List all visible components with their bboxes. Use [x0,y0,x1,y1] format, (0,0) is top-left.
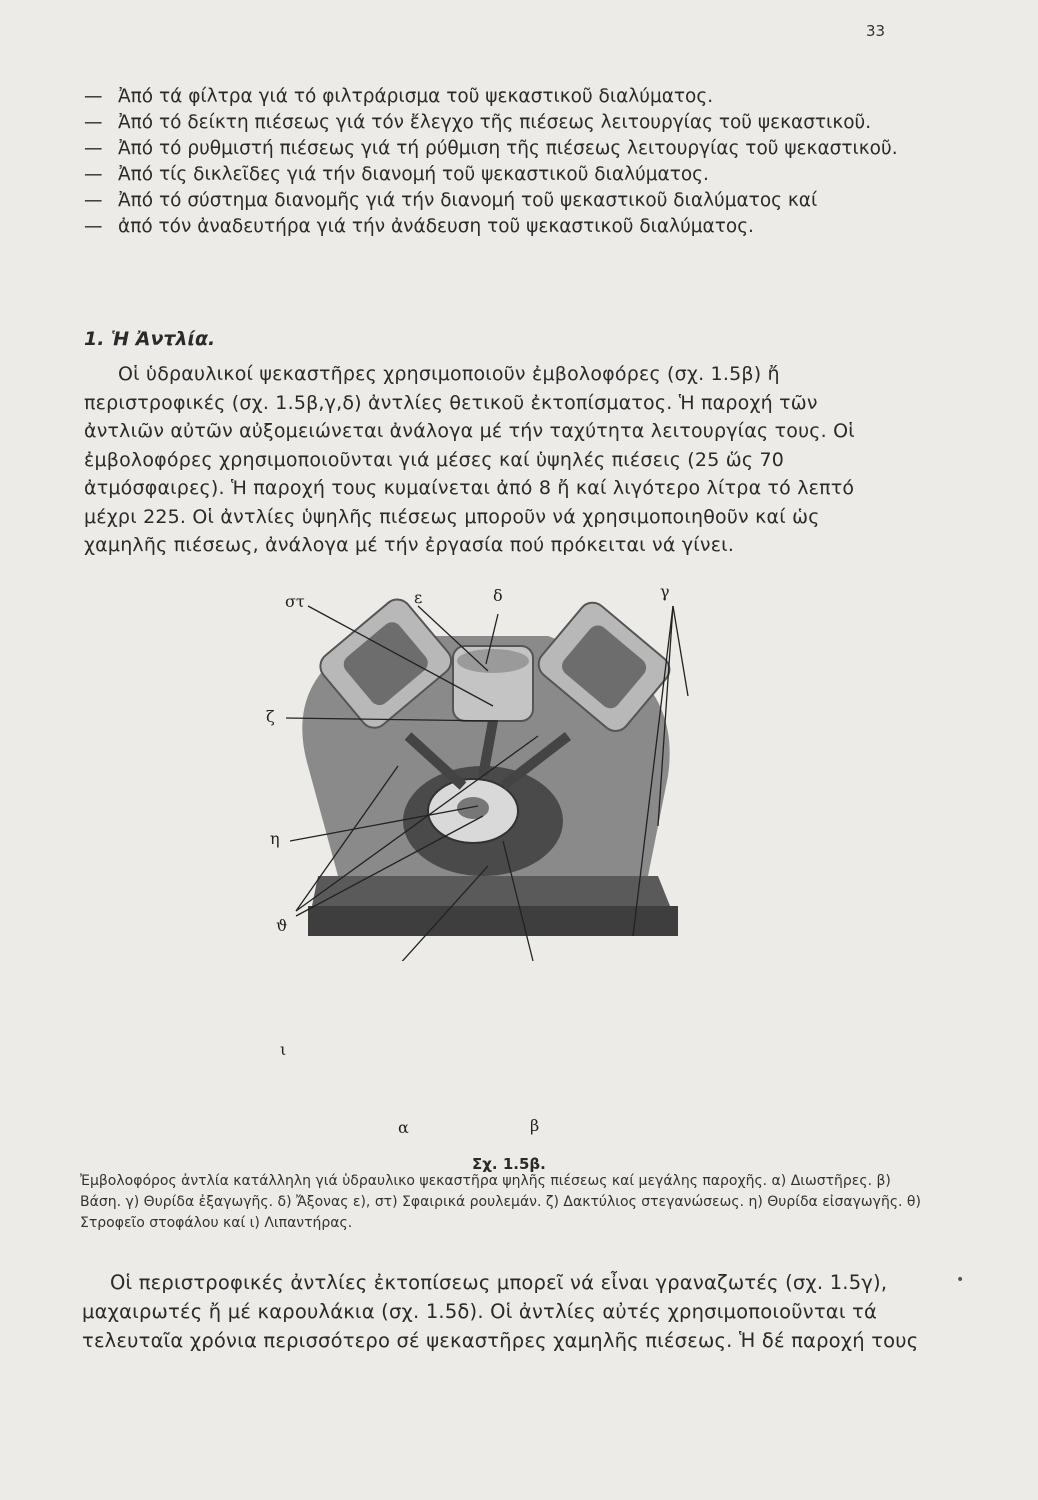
section-title: 1. Ἡ Ἀντλία. [84,328,216,350]
margin-mark: • [956,1272,965,1288]
list-item [84,136,904,162]
list-dash: — [84,190,103,211]
list-item [84,84,904,110]
paragraph-rotary-pumps: Οἱ περιστροφικές ἀντλίες ἐκτοπίσεως μπορεῖ νά εἶναι γραναζωτές (σχ. 1.5γ), μαχαιρωτές ἤ μέ καρουλάκια (σχ. 1.5δ). Οἱ ἀντλίες αὐτές χρησιμοποιοῦνται τά τελευταῖα χρόνια περισσότερο σέ ψεκαστῆρες χαμηλῆς πιέσεως. Ἡ δέ παροχή τους [82,1271,919,1352]
label-th: ϑ [276,916,288,935]
list-item [84,188,904,214]
list-item-text: Ἀπό τό σύστημα διανομῆς γιά τήν διανομή τοῦ ψεκαστικοῦ διαλύματος καί [118,190,818,211]
list-item-text: ἀπό τόν ἀναδευτήρα γιά τήν ἀνάδευση τοῦ ψεκαστικοῦ διαλύματος. [118,216,754,237]
list-item-text: Ἀπό τίς δικλεῖδες γιά τήν διανομή τοῦ ψεκαστικοῦ διαλύματος. [118,164,709,185]
figure-caption: Ἐμβολοφόρος ἀντλία κατάλληλη γιά ὑδραυλικο ψεκαστῆρα ψηλῆς πιέσεως καί μεγάλης παροχῆς. α) Διωστῆρες. β) Βάση. γ) Θυρίδα ἐξαγωγῆς. δ) Ἄξονας ε), στ) Σφαιρικά ρουλεμάν. ζ) Δακτύλιος στεγανώσεως. η) Θυρίδα εἰσαγωγῆς. θ) Στροφεῖο στοφάλου καί ι) Λιπαντήρας. [80,1173,921,1231]
label-d: δ [493,586,503,605]
pump-illustration [248,576,728,961]
pump-base-front [308,906,678,936]
component-list [84,84,904,240]
list-dash: — [84,138,103,159]
label-z: ζ [266,707,275,726]
crank-center [457,797,489,819]
list-dash: — [84,112,103,133]
list-dash: — [84,86,103,107]
label-st: στ [285,592,305,611]
caption-title: Σχ. 1.5β. [472,1155,546,1173]
list-dash: — [84,216,103,237]
label-e: ε [414,588,423,607]
list-item [84,162,904,188]
label-h: η [270,829,280,848]
pump-figure [248,576,728,961]
list-item-text: Ἀπό τό δείκτη πιέσεως γιά τόν ἔλεγχο τῆς πιέσεως λειτουργίας τοῦ ψεκαστικοῦ. [118,112,872,133]
list-dash: — [84,164,103,185]
list-item [84,110,904,136]
label-a: α [398,1118,409,1137]
label-g: γ [660,582,670,601]
list-item-text: Ἀπό τό ρυθμιστή πιέσεως γιά τή ρύθμιση τῆς πιέσεως λειτουργίας τοῦ ψεκαστικοῦ. [118,138,898,159]
paragraph-pumps: Οἱ ὑδραυλικοί ψεκαστῆρες χρησιμοποιοῦν ἐμβολοφόρες (σχ. 1.5β) ἤ περιστροφικές (σχ. 1.5β,γ,δ) ἀντλίες θετικοῦ ἐκτοπίσματος. Ἡ παροχή τῶν ἀντλιῶν αὐτῶν αὐξομειώνεται ἀνάλογα μέ τήν ταχύτητα λειτουργίας τους. Οἱ ἐμβολοφόρες χρησιμοποιοῦνται γιά μέσες καί ὑψηλές πιέσεις (25 ὥς 70 ἀτμόσφαιρες). Ἡ παροχή τους κυμαίνεται ἀπό 8 ἤ καί λιγότερο λίτρα τό λεπτό μέχρι 225. Οἱ ἀντλίες ὑψηλῆς πιέσεως μποροῦν νά χρησιμοποιηθοῦν καί ὡς χαμηλῆς πιέσεως, ἀνάλογα μέ τήν ἐργασία πού πρόκειται νά γίνει. [84,363,855,556]
list-item-text: Ἀπό τά φίλτρα γιά τό φιλτράρισμα τοῦ ψεκαστικοῦ διαλύματος. [118,86,714,107]
label-i: ι [280,1040,287,1059]
list-item [84,214,904,240]
label-b: β [530,1116,540,1135]
page-number: 33 [866,22,886,40]
